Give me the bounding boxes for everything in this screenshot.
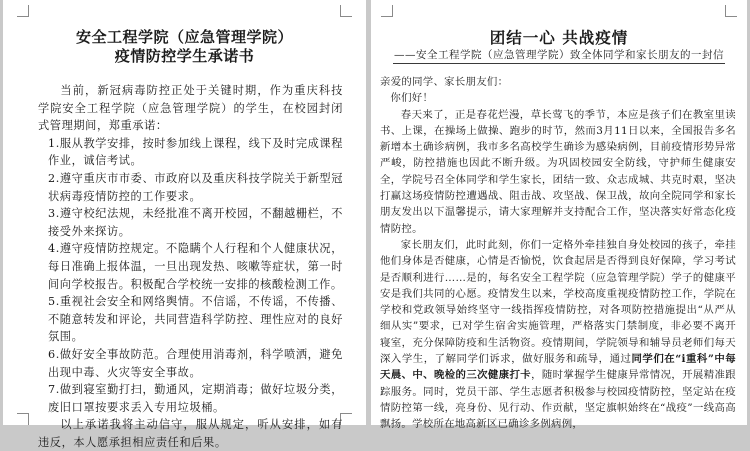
pledge-body [38,82,343,451]
crop-mark [17,413,29,425]
pledge-item-4: 4.遵守疫情防控规定。不隐瞒个人行程和个人健康状况，每日准确上报体温，一旦出现发热、咳嗽等症状，第一时间向学校报告。积极配合学校统一安排的核酸检测工作。 [48,242,343,291]
pledge-intro: 当前，新冠病毒防控正处于关键时期，作为重庆科技学院安全工程学院（应急管理学院）的学生，在校园封闭式管理期间，郑重承诺： [38,84,343,133]
document-page-left [3,0,366,449]
letter-paragraph-2 [380,237,736,433]
pledge-item-6: 6.做好安全事故防范。合理使用消毒剂，科学喷洒，避免出现中毒、火灾等安全事故。 [48,347,343,379]
letter-salutation: 亲爱的同学、家长朋友们： [380,76,509,88]
pledge-item-5: 5.重视社会安全和网络舆情。不信谣，不传谣，不传播、不随意转发和评论，共同营造科学防控、理性应对的良好氛围。 [48,295,343,344]
crop-mark [17,5,29,17]
letter-paragraph-1: 春天来了，正是春花烂漫，草长莺飞的季节，本应是孩子们在教室里读书、上课，在操场上做操、跑步的时节，然而3月11日以来，全国报告多名新增本土确诊病例，我市多名高校学生确诊为感染病例，目前疫情形势异常严峻，防控措施也因此不断升级。为巩固校园安全防线，守护师生健康安全，学院号召全体同学和学生家长，团结一致、众志成城、共克时艰，坚决打赢这场疫情防控遭遇战、阻击战、攻坚战、保卫战，故向全院同学和家长朋友发出以下温馨提示，请大家理解并支持配合工作，坚决落实好常态化疫情防控。 [380,108,736,235]
pledge-closing: 以上承诺我将主动信守，服从规定，听从安排，如有违反，本人愿承担相应责任和后果。 [38,418,343,449]
letter-greeting: 你们好！ [390,92,434,105]
pledge-item-2: 2.遵守重庆市市委、市政府以及重庆科技学院关于新型冠状病毒疫情防控的工作要求。 [48,171,343,203]
letter-subtitle: ——安全工程学院（应急管理学院）致全体同学和家长朋友的一封信 [394,49,724,61]
pledge-item-3: 3.遵守校纪法规，未经批准不离开校园，不翻越栅栏，不接受外来探访。 [48,207,343,238]
pledge-item-1: 1.服从教学安排，按时参加线上课程，线下及时完成课程作业，诚信考试。 [48,136,343,168]
pledge-title-line2: 疫情防控学生承诺书 [114,47,255,65]
crop-mark [340,5,352,17]
pledge-title-line1: 安全工程学院（应急管理学院） [75,28,293,46]
document-page-right [371,0,747,431]
letter-paragraph-2-part-a: 家长朋友们，此时此刻，你们一定格外牵挂独自身处校园的孩子，牵挂他们身体是否健康，心情是否愉悦，饮食起居是否得到良好保障，学习考试是否顺利进行……是的，每名安全工程学院（应急管理学院）学子的健康平安是我们共同的心愿。疫情发生以来，学校高度重视疫情防控工作，学院在学校和党政领导始终坚守一线指挥疫情防控，对各项防控措施提出“从严从细从实”要求，已对学生宿舍实施管理，严格落实门禁制度，非必要不离开寝室，充分保障防疫和生活物资。疫情期间， [380,238,736,349]
pledge-item-7: 7.做到寝室勤打扫，勤通风，定期消毒；做好垃圾分类，废旧口罩按要求丢入专用垃圾桶。 [48,383,343,414]
title-divider [393,63,725,64]
letter-title: 团结一心 共战疫情 [489,28,629,47]
letter-body [380,74,736,433]
letter-paragraph-2-part-c: ，随时掌握学生健康异常情况，开展精准跟踪服务。同时，党员干部、学生志愿者积极参与校园疫情防控，坚定站在疫情防控第一线，亮身份、见行动、作贡献，坚定旗帜始终在“战疫”一线高高飘扬。学校所在地高新区已确诊多例病例， [380,369,736,431]
crop-mark [725,5,737,17]
crop-mark [381,5,393,17]
health-checkin-highlight: 同学们在“i重科”中每天晨、中、晚检的三次健康打卡 [380,353,736,382]
letter-paragraph-2-part-b: 学院领导和辅导员老师们每天深入学生，了解同学们诉求，做好服务和疏导，通过 [380,336,736,366]
